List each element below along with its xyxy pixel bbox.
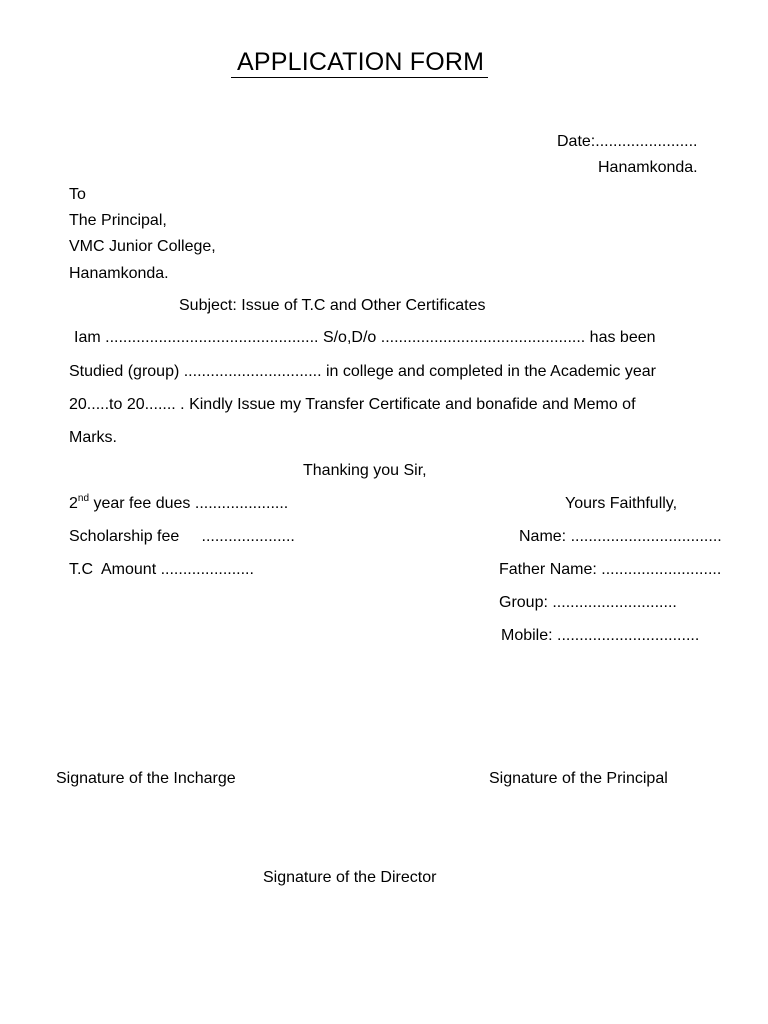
date-line: Date:.......................: [557, 133, 698, 150]
body-line-2: Studied (group) ............................... in college and completed in the Academic year: [69, 363, 656, 380]
address-to: To: [69, 186, 86, 203]
fee-dues-year: 2: [69, 495, 78, 512]
scholarship-fee-line: Scholarship fee .....................: [69, 528, 295, 545]
fee-dues-text: year fee dues .....................: [89, 495, 289, 512]
group-line: Group: ............................: [499, 594, 677, 611]
address-college: VMC Junior College,: [69, 238, 216, 255]
address-city: Hanamkonda.: [69, 265, 169, 282]
form-title: APPLICATION FORM: [231, 47, 488, 78]
sender-name-line: Name: ..................................: [519, 528, 722, 545]
signature-principal: Signature of the Principal: [489, 770, 668, 787]
thanking-line: Thanking you Sir,: [303, 462, 427, 479]
address-principal: The Principal,: [69, 212, 167, 229]
signature-director: Signature of the Director: [263, 869, 437, 886]
mobile-line: Mobile: ................................: [501, 627, 700, 644]
father-name-line: Father Name: ...........................: [499, 561, 722, 578]
signature-incharge: Signature of the Incharge: [56, 770, 236, 787]
place-line: Hanamkonda.: [598, 159, 698, 176]
fee-dues-ordinal: nd: [77, 493, 90, 504]
subject-line: Subject: Issue of T.C and Other Certificates: [179, 297, 486, 314]
body-line-3: 20.....to 20....... . Kindly Issue my Transfer Certificate and bonafide and Memo of: [69, 396, 636, 413]
closing-line: Yours Faithfully,: [565, 495, 678, 512]
tc-amount-line: T.C Amount .....................: [69, 561, 254, 578]
fee-dues-line: [69, 494, 288, 514]
body-line-4: Marks.: [69, 429, 117, 446]
body-line-1: Iam ................................................ S/o,D/o .............................................. has been: [74, 329, 656, 346]
